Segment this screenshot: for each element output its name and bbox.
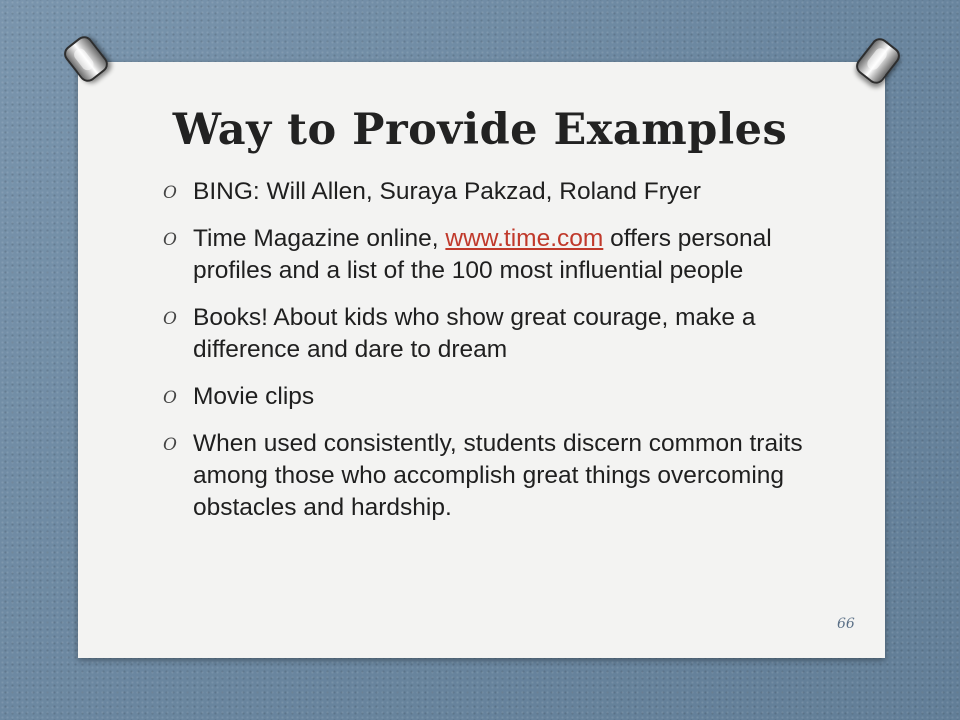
- bullet-text: offers personal profiles and a list of the 100 most influential people: [193, 225, 772, 284]
- bullet-marker-icon: O: [163, 309, 177, 329]
- page-number: 66: [837, 616, 855, 632]
- bullet-text: Movie clips: [193, 383, 315, 410]
- bullet-list: [163, 176, 803, 539]
- bullet-text: When used consistently, students discern common traits among those who accomplish great things overcoming obstacles and hardship.: [193, 430, 803, 521]
- bullet-marker-icon: O: [163, 435, 177, 455]
- bullet-marker-icon: O: [163, 230, 177, 250]
- bullet-marker-icon: O: [163, 183, 177, 203]
- bullet-item: [163, 428, 803, 524]
- bullet-item: [163, 302, 803, 366]
- bullet-item: [163, 381, 803, 413]
- bullet-marker-icon: O: [163, 388, 177, 408]
- time-link[interactable]: www.time.com: [445, 225, 604, 252]
- bullet-text: BING: Will Allen, Suraya Pakzad, Roland Fryer: [193, 178, 701, 205]
- bullet-item: [163, 223, 803, 287]
- bullet-text: Books! About kids who show great courage, make a difference and dare to dream: [193, 304, 756, 363]
- bullet-text: Time Magazine online,: [193, 225, 446, 252]
- slide-title: Way to Provide Examples: [172, 105, 788, 155]
- bullet-item: [163, 176, 803, 208]
